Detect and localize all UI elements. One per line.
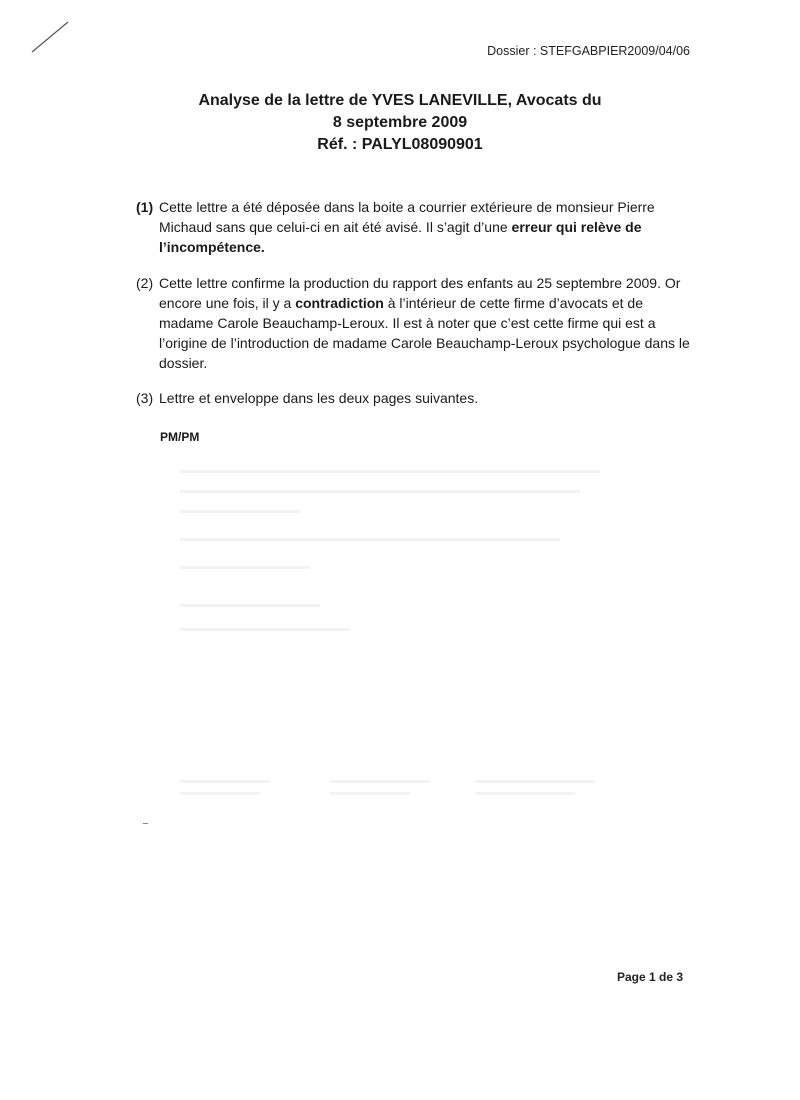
pen-stroke-mark bbox=[30, 20, 70, 54]
paragraph-2-text bbox=[159, 273, 696, 373]
dossier-reference: Dossier : STEFGABPIER2009/04/06 bbox=[487, 44, 690, 58]
paragraph-1-emphasis: erreur qui relève de l’incompétence. bbox=[159, 219, 642, 255]
author-initials: PM/PM bbox=[160, 430, 200, 444]
paragraph-2-text-start: Cette lettre confirme la production du rapport des enfants au 25 septembre 2009. Or encore une fois, il y a bbox=[159, 275, 681, 311]
paragraph-3-text: Lettre et enveloppe dans les deux pages suivantes. bbox=[159, 390, 479, 406]
document-title bbox=[0, 90, 800, 156]
margin-mark bbox=[143, 823, 148, 824]
paragraph-2-text-end: à l’intérieur de cette firme d’avocats et de madame Carole Beauchamp-Leroux. Il est à noter que c’est cette firme qui est a l’origine de l’introduction de madame Carole Beauchamp-Leroux psychologue dans le dossier. bbox=[159, 295, 690, 371]
title-line-3: Réf. : PALYL08090901 bbox=[317, 136, 483, 153]
paragraph-2-number: (2) bbox=[136, 275, 154, 291]
paragraph-1-text-start: Cette lettre a été déposée dans la boite a courrier extérieure de monsieur Pierre Michaud sans que celui-ci en ait été avisé. Il s’agit d’une bbox=[159, 199, 655, 235]
paragraph-3-number: (3) bbox=[136, 390, 154, 406]
paragraph-1-number: (1) bbox=[136, 199, 154, 215]
title-line-1: Analyse de la lettre de YVES LANEVILLE, Avocats du bbox=[198, 92, 602, 109]
paragraph-1 bbox=[136, 197, 696, 257]
paragraph-2-emphasis: contradiction bbox=[295, 295, 384, 311]
paragraph-1-text bbox=[159, 197, 696, 257]
paragraph-2 bbox=[136, 273, 696, 373]
title-line-2: 8 septembre 2009 bbox=[332, 114, 468, 131]
paragraph-3 bbox=[136, 388, 696, 408]
page-number: Page 1 de 3 bbox=[617, 970, 684, 984]
